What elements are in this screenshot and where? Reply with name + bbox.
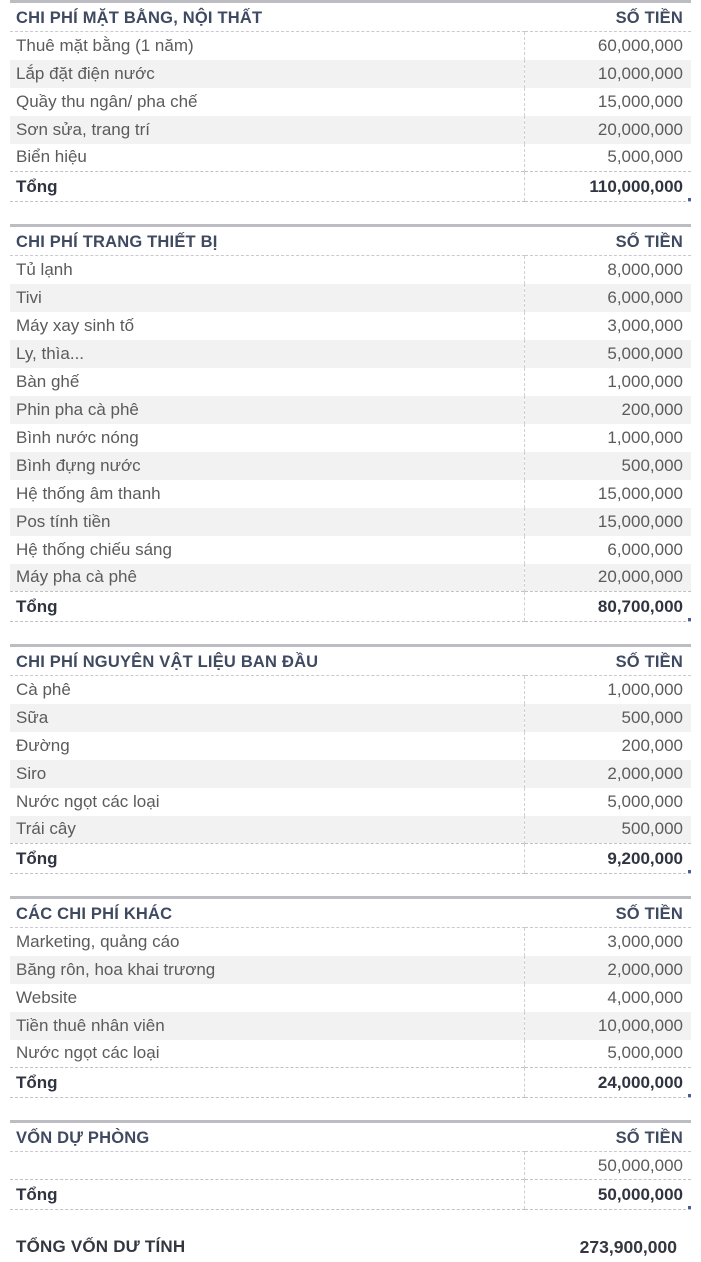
row-label: Tiền thuê nhân viên: [10, 1012, 524, 1040]
table-header-row: [10, 226, 691, 256]
table-row: [10, 424, 691, 452]
row-label: [10, 1152, 524, 1180]
amount-column-header: SỐ TIỀN: [524, 2, 691, 32]
total-amount: [524, 1068, 691, 1098]
table-title: CHI PHÍ NGUYÊN VẬT LIỆU BAN ĐẦU: [10, 646, 524, 676]
row-amount: 200,000: [524, 396, 691, 424]
table-row: [10, 704, 691, 732]
selection-handle-icon[interactable]: [688, 618, 691, 622]
row-amount: 20,000,000: [524, 116, 691, 144]
row-label: Nước ngọt các loại: [16, 1043, 160, 1063]
row-amount: 50,000,000: [524, 1152, 691, 1180]
table-header-row: [10, 2, 691, 32]
table-total-row: [10, 172, 691, 202]
table-row: [10, 1012, 691, 1040]
row-label: Máy xay sinh tố: [16, 315, 135, 335]
row-amount: 3,000,000: [524, 928, 691, 956]
grand-total-label: TỔNG VỐN DƯ TÍNH: [16, 1237, 186, 1256]
table-title: VỐN DỰ PHÒNG: [10, 1122, 524, 1152]
table-row: [10, 676, 691, 704]
cost-table: [10, 0, 691, 202]
table-row: [10, 116, 691, 144]
row-amount: 20,000,000: [524, 564, 691, 592]
table-row: [10, 88, 691, 116]
row-amount: 5,000,000: [524, 788, 691, 816]
row-label: Ly, thìa...: [10, 340, 524, 368]
row-amount: 5,000,000: [524, 144, 691, 172]
table-row: [10, 144, 691, 172]
table-total-row: [10, 844, 691, 874]
table-row: [10, 788, 691, 816]
table-row: [10, 1152, 691, 1180]
total-amount-text: 24,000,000: [597, 1072, 683, 1092]
row-label: Phin pha cà phê: [10, 396, 524, 424]
row-label: Quầy thu ngân/ pha chế: [16, 91, 198, 111]
row-amount: 200,000: [524, 732, 691, 760]
total-label: Tổng: [10, 1068, 524, 1098]
cost-table: [10, 896, 691, 1098]
selection-handle-icon[interactable]: [688, 1206, 691, 1210]
total-amount-text: 80,700,000: [597, 596, 683, 616]
row-label: Website: [16, 987, 78, 1007]
total-label: Tổng: [10, 172, 524, 202]
total-amount: [524, 172, 691, 202]
row-amount: 2,000,000: [524, 956, 691, 984]
selection-handle-icon[interactable]: [688, 1094, 691, 1098]
row-label: Đường: [16, 735, 70, 755]
selection-handle-icon[interactable]: [688, 870, 691, 874]
grand-total-amount: 273,900,000: [579, 1236, 677, 1257]
table-row: [10, 564, 691, 592]
table-total-row: [10, 592, 691, 622]
amount-column-header: SỐ TIỀN: [524, 1122, 691, 1152]
row-label: Cà phê: [16, 679, 71, 699]
table-row: [10, 816, 691, 844]
row-amount: 60,000,000: [524, 32, 691, 60]
table-title: CÁC CHI PHÍ KHÁC: [10, 898, 524, 928]
total-amount-text: 9,200,000: [607, 848, 683, 868]
total-amount: [524, 1180, 691, 1210]
cost-table: [10, 224, 691, 622]
row-label: Sữa: [10, 704, 524, 732]
amount-column-header: SỐ TIỀN: [524, 646, 691, 676]
table-row: [10, 452, 691, 480]
row-label: Thuê mặt bằng (1 năm): [16, 35, 194, 55]
row-amount: 1,000,000: [524, 424, 691, 452]
grand-total-row: [10, 1232, 691, 1262]
row-label: Sơn sửa, trang trí: [10, 116, 524, 144]
row-amount: 6,000,000: [524, 284, 691, 312]
row-label: Bình đựng nước: [10, 452, 524, 480]
table-row: [10, 396, 691, 424]
row-label: Hệ thống âm thanh: [16, 483, 161, 503]
row-label: Siro: [10, 760, 524, 788]
row-label: Máy pha cà phê: [10, 564, 524, 592]
table-header-row: [10, 646, 691, 676]
row-amount: 4,000,000: [524, 984, 691, 1012]
amount-column-header: SỐ TIỀN: [524, 226, 691, 256]
table-total-row: [10, 1068, 691, 1098]
table-row: [10, 508, 691, 536]
total-amount: [524, 844, 691, 874]
total-amount: [524, 592, 691, 622]
row-amount: 10,000,000: [524, 1012, 691, 1040]
table-row: [10, 536, 691, 564]
cost-table: [10, 1120, 691, 1210]
table-row: [10, 32, 691, 60]
row-amount: 2,000,000: [524, 760, 691, 788]
table-row: [10, 256, 691, 284]
row-amount: 5,000,000: [524, 1040, 691, 1068]
table-row: [10, 760, 691, 788]
table-row: [10, 368, 691, 396]
table-total-row: [10, 1180, 691, 1210]
row-amount: 500,000: [524, 704, 691, 732]
row-label: Tủ lạnh: [16, 259, 73, 279]
row-amount: 3,000,000: [524, 312, 691, 340]
row-amount: 500,000: [524, 816, 691, 844]
row-label: Bình nước nóng: [16, 427, 139, 447]
row-amount: 5,000,000: [524, 340, 691, 368]
row-amount: 500,000: [524, 452, 691, 480]
table-header-row: [10, 1122, 691, 1152]
row-label: Lắp đặt điện nước: [10, 60, 524, 88]
selection-handle-icon[interactable]: [688, 198, 691, 202]
table-row: [10, 956, 691, 984]
table-row: [10, 340, 691, 368]
total-amount-text: 50,000,000: [597, 1184, 683, 1204]
table-row: [10, 480, 691, 508]
table-title: CHI PHÍ TRANG THIẾT BỊ: [10, 226, 524, 256]
total-label: Tổng: [10, 1180, 524, 1210]
row-amount: 8,000,000: [524, 256, 691, 284]
table-header-row: [10, 898, 691, 928]
table-row: [10, 984, 691, 1012]
table-row: [10, 284, 691, 312]
table-row: [10, 928, 691, 956]
row-label: Băng rôn, hoa khai trương: [10, 956, 524, 984]
row-amount: 1,000,000: [524, 676, 691, 704]
total-amount-text: 110,000,000: [589, 176, 683, 196]
table-row: [10, 60, 691, 88]
table-row: [10, 732, 691, 760]
row-amount: 15,000,000: [524, 480, 691, 508]
row-amount: 10,000,000: [524, 60, 691, 88]
row-label: Trái cây: [10, 816, 524, 844]
row-label: Tivi: [10, 284, 524, 312]
row-amount: 6,000,000: [524, 536, 691, 564]
total-label: Tổng: [10, 592, 524, 622]
row-label: Nước ngọt các loại: [16, 791, 160, 811]
row-label: Pos tính tiền: [10, 508, 524, 536]
table-title: CHI PHÍ MẶT BẰNG, NỘI THẤT: [10, 2, 524, 32]
table-row: [10, 312, 691, 340]
total-label: Tổng: [10, 844, 524, 874]
row-label: Marketing, quảng cáo: [16, 931, 180, 951]
row-amount: 1,000,000: [524, 368, 691, 396]
row-label: Hệ thống chiếu sáng: [16, 539, 172, 559]
row-amount: 15,000,000: [524, 88, 691, 116]
amount-column-header: SỐ TIỀN: [524, 898, 691, 928]
cost-table: [10, 644, 691, 874]
row-label: Bàn ghế: [16, 371, 80, 391]
table-row: [10, 1040, 691, 1068]
row-amount: 15,000,000: [524, 508, 691, 536]
row-label: Biển hiệu: [16, 147, 87, 167]
